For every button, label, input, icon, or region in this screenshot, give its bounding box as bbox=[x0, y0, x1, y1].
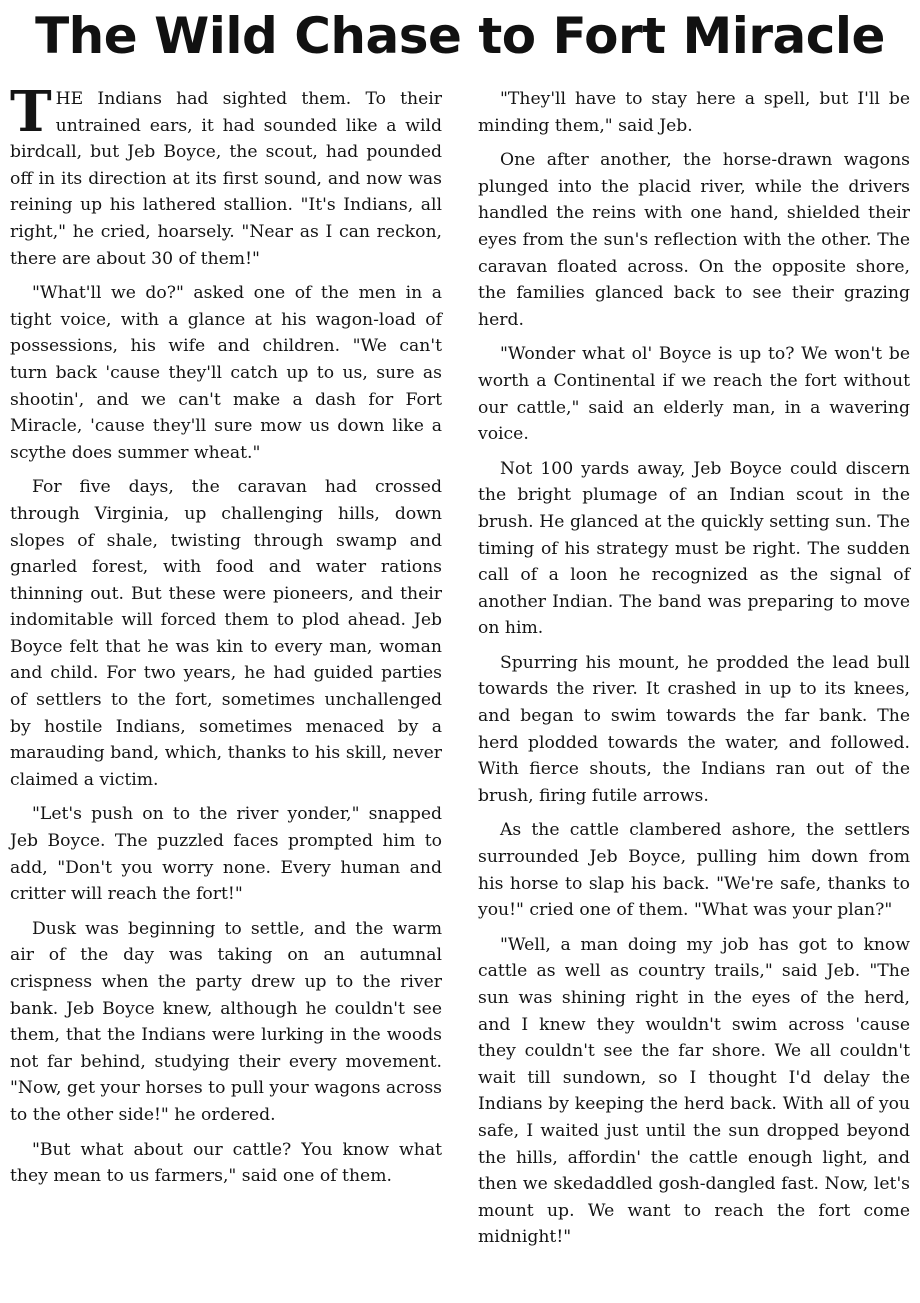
drop-cap: T bbox=[10, 79, 52, 145]
paragraph: "But what about our cattle? You know what they mean to us farmers," said one of them. bbox=[10, 1139, 442, 1187]
paragraph: "They'll have to stay here a spell, but I'll be minding them," said Jeb. bbox=[478, 89, 910, 136]
paragraph: For five days, the caravan had crossed through Virginia, up challenging hills, down slopes of shale, twisting through swamp and gnarled forest, with food and water rations thinning out. But these were pioneers, and their indomitable will forced them to plod ahead. Jeb Boyce felt that he was kin to every man, woman and child. For two years, he had guided parties of settlers to the fort, sometimes unchallenged by hostile Indians, sometimes menaced by a marauding band, which, thanks to his skill, never claimed a victim. bbox=[10, 477, 442, 790]
paragraph: Not 100 yards away, Jeb Boyce could discern the bright plumage of an Indian scout in the brush. He glanced at the quickly setting sun. The timing of his strategy must be right. The sudden call of a loon he recognized as the signal of another Indian. The band was preparing to move on him. bbox=[478, 458, 910, 639]
right-column bbox=[478, 86, 910, 1259]
paragraph: "What'll we do?" asked one of the men in a tight voice, with a glance at his wagon-load of possessions, his wife and children. "We can't turn back 'cause they'll catch up to us, sure as shootin', and we can't make a dash for Fort Miracle, 'cause they'll sure mow us down like a scythe does summer wheat." bbox=[10, 283, 442, 463]
paragraph-text: HE Indians had sighted them. To their untrained ears, it had sounded like a wild birdcall, but Jeb Boyce, the scout, had pounded off in its direction at its first sound, and now was reining up his lathered stallion. "It's Indians, all right," he cried, hoarsely. "Near as I can reckon, there are about 30 of them!" bbox=[10, 89, 442, 269]
paragraph: Dusk was beginning to settle, and the warm air of the day was taking on an autumnal crispness when the party drew up to the river bank. Jeb Boyce knew, although he couldn't see them, that the Indians were lurking in the woods not far behind, studying their every movement. "Now, get your horses to pull your wagons across to the other side!" he ordered. bbox=[10, 918, 442, 1125]
paragraph bbox=[10, 79, 442, 272]
paragraph: "Well, a man doing my job has got to know cattle as well as country trails," said Jeb. "The sun was shining right in the eyes of the herd, and I knew they wouldn't swim across 'cause they couldn't see the far shore. We all couldn't wait till sundown, so I thought I'd delay the Indians by keeping the herd back. With all of you safe, I waited just until the sun dropped beyond the hills, affordin' the cattle enough light, and then we skedaddled gosh-dangled fast. Now, let's mount up. We want to reach the fort come midnight!" bbox=[478, 934, 910, 1248]
paragraph: Spurring his mount, he prodded the lead bull towards the river. It crashed in up to its knees, and began to swim towards the far bank. The herd plodded towards the water, and followed. With fierce shouts, the Indians ran out of the brush, firing futile arrows. bbox=[478, 652, 910, 806]
paragraph: As the cattle clambered ashore, the settlers surrounded Jeb Boyce, pulling him down from his horse to slap his back. "We're safe, thanks to you!" cried one of them. "What was your plan?" bbox=[478, 820, 910, 921]
paragraph: One after another, the horse-drawn wagons plunged into the placid river, while the drivers handled the reins with one hand, shielded their eyes from the sun's reflection with the other. The caravan floated across. On the opposite shore, the families glanced back to see their grazing herd. bbox=[478, 150, 910, 330]
paragraph: "Let's push on to the river yonder," snapped Jeb Boyce. The puzzled faces prompted him to add, "Don't you worry none. Every human and critter will reach the fort!" bbox=[10, 804, 442, 905]
left-column bbox=[10, 79, 442, 1198]
article-title: The Wild Chase to Fort Miracle bbox=[35, 7, 885, 65]
paragraph: "Wonder what ol' Boyce is up to? We won't be worth a Continental if we reach the fort without our cattle," said an elderly man, in a wavering voice. bbox=[478, 344, 910, 445]
